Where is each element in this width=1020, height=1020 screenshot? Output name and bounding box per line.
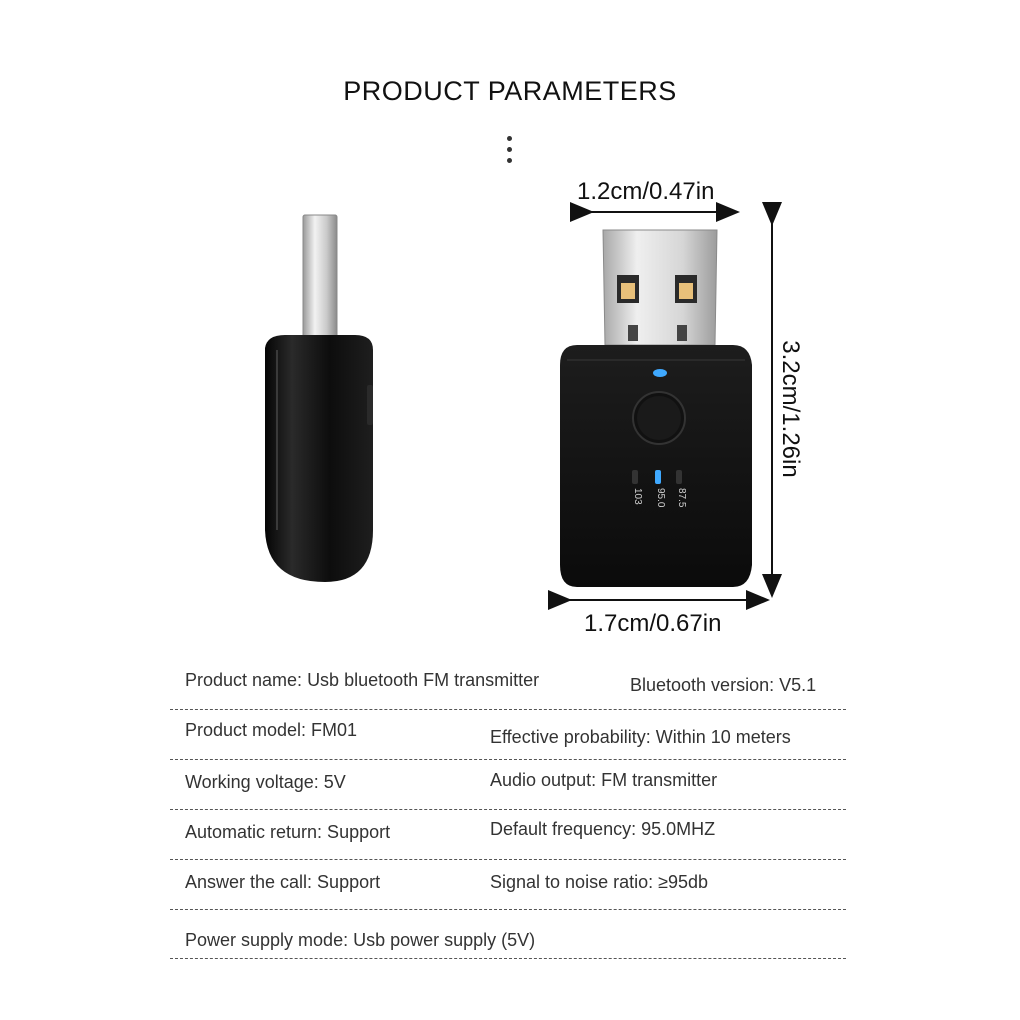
dimension-width-bottom: 1.7cm/0.67in — [584, 610, 722, 637]
spec-table — [170, 660, 846, 959]
dimension-width-top: 1.2cm/0.47in — [577, 178, 715, 205]
spec-answer-call: Answer the call: Support — [185, 872, 381, 892]
spec-working-voltage: Working voltage: 5V — [185, 772, 346, 792]
spec-power-supply: Power supply mode: Usb power supply (5V) — [185, 930, 536, 950]
spec-default-frequency: Default frequency: 95.0MHZ — [490, 819, 716, 839]
spec-row — [170, 810, 846, 860]
spec-bluetooth-version: Bluetooth version: V5.1 — [630, 675, 817, 695]
spec-row — [170, 910, 846, 959]
freq-label-103: 103 — [632, 488, 643, 505]
spec-effective-range: Effective probability: Within 10 meters — [490, 727, 791, 747]
spec-row — [170, 760, 846, 810]
spec-audio-output: Audio output: FM transmitter — [490, 770, 718, 790]
freq-label-87: 87.5 — [676, 488, 687, 508]
spec-row — [170, 860, 846, 910]
spec-row — [170, 710, 846, 760]
spec-product-name: Product name: Usb bluetooth FM transmitter — [185, 670, 540, 690]
dimension-height: 3.2cm/1.26in — [777, 340, 804, 478]
spec-snr: Signal to noise ratio: ≥95db — [490, 872, 709, 892]
page-title: PRODUCT PARAMETERS — [343, 76, 677, 106]
spec-automatic-return: Automatic return: Support — [185, 822, 391, 842]
spec-product-model: Product model: FM01 — [185, 720, 358, 740]
spec-row — [170, 660, 846, 710]
freq-label-95: 95.0 — [655, 488, 666, 508]
